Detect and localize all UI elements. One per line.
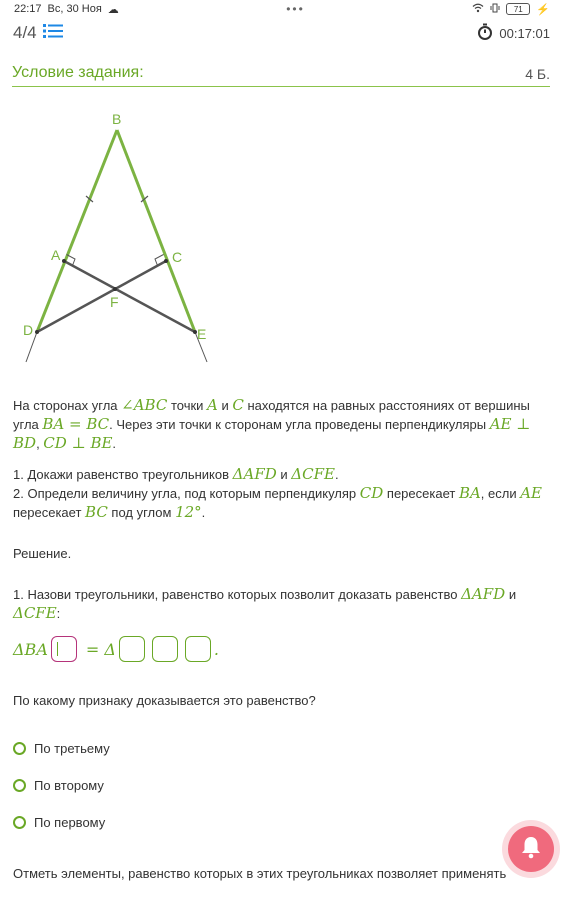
label-D: D (23, 322, 34, 338)
answer-input-2[interactable] (119, 636, 145, 662)
math-triangle-cfe: ΔCFE (291, 465, 335, 483)
option-label: По первому (34, 815, 106, 830)
text-fragment: . (201, 505, 206, 520)
math-ba: BA (458, 484, 481, 502)
bell-icon (520, 835, 542, 864)
math-ae: AE (520, 484, 543, 502)
text-fragment: , если (480, 486, 521, 501)
triangle-answer-row (13, 633, 549, 665)
math-point-c: C (232, 396, 244, 414)
task-2 (13, 484, 549, 522)
math-cd: CD (359, 484, 384, 502)
task-1 (13, 465, 549, 484)
math-perp-cd-be: CD ⊥ BE (43, 434, 113, 452)
wifi-icon (472, 3, 484, 16)
text-fragment: 2. Определи величину угла, под которым перпендикуляр (13, 486, 360, 501)
text-fragment: пересекает (383, 486, 459, 501)
text-fragment: : (56, 606, 61, 621)
point-F (113, 287, 117, 291)
text-fragment: . (334, 467, 339, 482)
option-second[interactable] (13, 767, 549, 804)
point-D (35, 330, 39, 334)
perpendicular-AE (64, 261, 195, 332)
timer-value: 00:17:01 (499, 25, 550, 41)
status-dots: ••• (286, 2, 305, 16)
label-A: A (51, 247, 61, 263)
text-fragment: под углом (107, 505, 176, 520)
text-fragment: . (112, 436, 117, 451)
footer-instruction: Отметь элементы, равенство которых в этих треугольниках позволяет применять (13, 866, 507, 881)
status-time: 22:17 (14, 3, 42, 15)
battery-level: 71 (513, 4, 523, 14)
math-perp-ae-bd: AE ⊥ BD (13, 415, 531, 452)
math-bc: BC (85, 503, 108, 521)
question-progress: 4/4 (13, 23, 37, 42)
triangle-figure (0, 100, 240, 380)
vibrate-icon (490, 3, 500, 16)
math-triangle-cfe: ΔCFE (13, 604, 57, 622)
equation-end: . (213, 639, 220, 659)
task-content (13, 396, 549, 841)
side-BD (37, 130, 117, 332)
notification-button[interactable] (508, 826, 554, 872)
text-fragment: и (217, 398, 233, 413)
point-A (62, 259, 66, 263)
condition-header (12, 64, 550, 87)
battery-icon (506, 3, 530, 15)
solution-step-1 (13, 585, 549, 623)
text-fragment: пересекает (13, 505, 86, 520)
question-text: По какому признаку доказывается это равенство? (13, 693, 316, 708)
side-BE (117, 130, 195, 332)
math-angle-value: 12° (175, 503, 202, 521)
text-fragment: , (36, 436, 44, 451)
math-point-a: A (207, 396, 218, 414)
status-date: Вс, 30 Ноя (47, 3, 102, 15)
text-fragment: и (505, 587, 517, 602)
top-bar (0, 18, 562, 48)
answer-input-1[interactable] (51, 636, 77, 662)
label-C: C (172, 249, 183, 265)
condition-points: 4 Б. (525, 66, 550, 82)
answer-input-4[interactable] (185, 636, 211, 662)
text-fragment: 1. Назови треугольники, равенство которых позволит доказать равенство (13, 587, 462, 602)
option-label: По третьему (34, 741, 110, 756)
label-F: F (110, 294, 119, 310)
text-fragment: находятся на равных расстояниях от вершины угла (13, 398, 530, 432)
condition-title: Условие задания: (12, 64, 144, 81)
math-triangle-afd: ΔAFD (461, 585, 506, 603)
option-third[interactable] (13, 730, 549, 767)
equation-mid: = Δ (85, 639, 116, 659)
label-E: E (197, 326, 207, 342)
option-label: По второму (34, 778, 104, 793)
math-triangle-afd: ΔAFD (232, 465, 277, 483)
math-angle-abc: ∠ABC (121, 396, 168, 414)
cloud-icon: ☁ (107, 3, 119, 16)
charging-icon: ⚡ (536, 3, 550, 16)
stopwatch-icon (477, 23, 493, 44)
label-B: B (112, 111, 122, 127)
perpendicular-CD (37, 261, 166, 332)
equation-left: ΔBA (13, 639, 48, 659)
answer-input-3[interactable] (152, 636, 178, 662)
radio-button[interactable] (13, 742, 26, 755)
answer-options (13, 730, 549, 841)
text-fragment: точки (167, 398, 208, 413)
text-fragment: На сторонах угла (13, 398, 122, 413)
math-equality: BA = BC (42, 415, 110, 433)
radio-button[interactable] (13, 816, 26, 829)
problem-statement (13, 396, 549, 453)
list-icon[interactable] (43, 23, 63, 44)
solution-heading: Решение. (13, 546, 72, 561)
text-fragment: 1. Докажи равенство треугольников (13, 467, 233, 482)
text-fragment: и (276, 467, 292, 482)
point-C (164, 259, 168, 263)
radio-button[interactable] (13, 779, 26, 792)
text-fragment: . Через эти точки к сторонам угла проведены перпендикуляры (109, 417, 490, 432)
status-bar (0, 0, 562, 18)
option-first[interactable] (13, 804, 549, 841)
